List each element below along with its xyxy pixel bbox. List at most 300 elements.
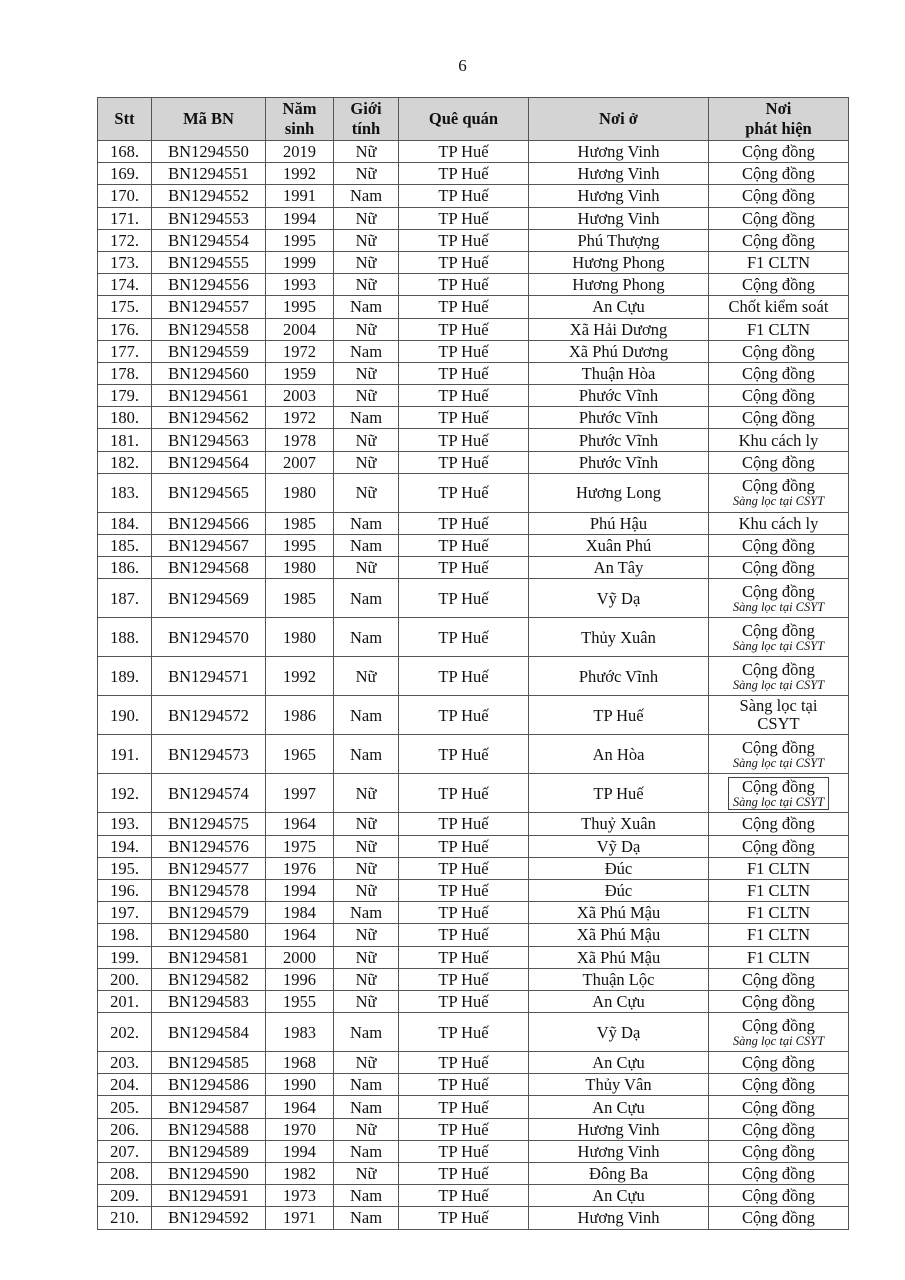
cell-nam-sinh: 1972: [266, 340, 334, 362]
cell-ma-bn: BN1294559: [152, 340, 266, 362]
cell-noi-o: An Cựu: [529, 1185, 709, 1207]
cell-gioi-tinh: Nam: [334, 512, 399, 534]
table-row: [98, 1207, 849, 1229]
cell-noi-phat-hien: Cộng đồng: [709, 185, 849, 207]
cell-nam-sinh: 1999: [266, 251, 334, 273]
cell-gioi-tinh: Nam: [334, 185, 399, 207]
table-row: [98, 163, 849, 185]
table-row: [98, 473, 849, 512]
cell-noi-o: Xã Phú Mậu: [529, 946, 709, 968]
cell-ma-bn: BN1294560: [152, 362, 266, 384]
cell-stt: 207.: [98, 1140, 152, 1162]
cell-noi-phat-hien: Chốt kiểm soát: [709, 296, 849, 318]
cell-que-quan: TP Huế: [399, 512, 529, 534]
cell-nam-sinh: 1955: [266, 990, 334, 1012]
cell-que-quan: TP Huế: [399, 1118, 529, 1140]
cell-noi-o: Phú Hậu: [529, 512, 709, 534]
cell-gioi-tinh: Nữ: [334, 1163, 399, 1185]
cell-noi-phat-hien: Cộng đồng: [709, 1118, 849, 1140]
cell-stt: 203.: [98, 1052, 152, 1074]
cell-ma-bn: BN1294575: [152, 813, 266, 835]
cell-gioi-tinh: Nam: [334, 618, 399, 657]
cell-noi-phat-hien: Cộng đồng: [709, 1185, 849, 1207]
cell-gioi-tinh: Nữ: [334, 318, 399, 340]
cell-stt: 187.: [98, 579, 152, 618]
cell-stt: 185.: [98, 535, 152, 557]
cell-nam-sinh: 1976: [266, 857, 334, 879]
patient-table: [97, 97, 849, 1230]
cell-noi-phat-hien: [709, 1013, 849, 1052]
cell-nam-sinh: 1985: [266, 512, 334, 534]
table-row: [98, 362, 849, 384]
table-row: [98, 835, 849, 857]
cell-nam-sinh: 1985: [266, 579, 334, 618]
cell-ma-bn: BN1294583: [152, 990, 266, 1012]
cell-noi-phat-hien: Cộng đồng: [709, 1052, 849, 1074]
cell-que-quan: TP Huế: [399, 296, 529, 318]
table-row: [98, 879, 849, 901]
cell-noi-o: Thuỷ Xuân: [529, 813, 709, 835]
cell-stt: 206.: [98, 1118, 152, 1140]
cell-stt: 200.: [98, 968, 152, 990]
cell-gioi-tinh: Nữ: [334, 429, 399, 451]
cell-nam-sinh: 1991: [266, 185, 334, 207]
cell-stt: 183.: [98, 473, 152, 512]
cell-noi-phat-hien: Cộng đồng: [709, 385, 849, 407]
table-row: [98, 296, 849, 318]
cell-gioi-tinh: Nữ: [334, 274, 399, 296]
cell-noi-phat-hien: F1 CLTN: [709, 924, 849, 946]
cell-stt: 190.: [98, 696, 152, 735]
table-row: [98, 251, 849, 273]
cell-noi-o: Phước Vĩnh: [529, 407, 709, 429]
cell-que-quan: TP Huế: [399, 1074, 529, 1096]
cell-noi-phat-hien: Cộng đồng: [709, 1096, 849, 1118]
cell-noi-phat-hien: Cộng đồng: [709, 1140, 849, 1162]
cell-stt: 201.: [98, 990, 152, 1012]
cell-noi-phat-hien: F1 CLTN: [709, 318, 849, 340]
cell-nam-sinh: 1994: [266, 879, 334, 901]
table-row: [98, 1052, 849, 1074]
cell-que-quan: TP Huế: [399, 857, 529, 879]
cell-que-quan: TP Huế: [399, 1096, 529, 1118]
cell-stt: 210.: [98, 1207, 152, 1229]
cell-que-quan: TP Huế: [399, 579, 529, 618]
cell-ma-bn: BN1294580: [152, 924, 266, 946]
cell-gioi-tinh: Nữ: [334, 229, 399, 251]
cell-noi-o: TP Huế: [529, 696, 709, 735]
cell-nam-sinh: 1980: [266, 557, 334, 579]
cell-gioi-tinh: Nữ: [334, 141, 399, 163]
cell-ma-bn: BN1294571: [152, 657, 266, 696]
cell-stt: 194.: [98, 835, 152, 857]
cell-que-quan: TP Huế: [399, 924, 529, 946]
detection-source: Cộng đồng: [742, 659, 815, 679]
cell-que-quan: TP Huế: [399, 557, 529, 579]
table-row: [98, 813, 849, 835]
table-row: [98, 512, 849, 534]
detection-note: Sàng lọc tại CSYT: [732, 677, 825, 692]
cell-ma-bn: BN1294574: [152, 774, 266, 813]
cell-gioi-tinh: Nữ: [334, 990, 399, 1012]
cell-nam-sinh: 1970: [266, 1118, 334, 1140]
table-row: [98, 902, 849, 924]
cell-ma-bn: BN1294584: [152, 1013, 266, 1052]
cell-stt: 192.: [98, 774, 152, 813]
cell-nam-sinh: 2000: [266, 946, 334, 968]
cell-que-quan: TP Huế: [399, 1185, 529, 1207]
table-row: [98, 340, 849, 362]
cell-noi-o: Hương Vinh: [529, 1140, 709, 1162]
cell-noi-phat-hien: Cộng đồng: [709, 229, 849, 251]
cell-nam-sinh: 1964: [266, 1096, 334, 1118]
table-row: [98, 1185, 849, 1207]
table-row: [98, 535, 849, 557]
cell-noi-phat-hien: F1 CLTN: [709, 879, 849, 901]
cell-gioi-tinh: Nam: [334, 696, 399, 735]
cell-stt: 174.: [98, 274, 152, 296]
table-row: [98, 385, 849, 407]
cell-que-quan: TP Huế: [399, 451, 529, 473]
cell-gioi-tinh: Nữ: [334, 657, 399, 696]
cell-noi-phat-hien: Khu cách ly: [709, 512, 849, 534]
cell-noi-o: An Cựu: [529, 990, 709, 1012]
cell-noi-o: Hương Phong: [529, 251, 709, 273]
cell-stt: 199.: [98, 946, 152, 968]
cell-gioi-tinh: Nữ: [334, 968, 399, 990]
cell-gioi-tinh: Nữ: [334, 879, 399, 901]
cell-stt: 169.: [98, 163, 152, 185]
cell-que-quan: TP Huế: [399, 968, 529, 990]
cell-gioi-tinh: Nữ: [334, 774, 399, 813]
cell-nam-sinh: 1980: [266, 473, 334, 512]
cell-que-quan: TP Huế: [399, 1013, 529, 1052]
cell-noi-o: An Hòa: [529, 735, 709, 774]
cell-que-quan: TP Huế: [399, 185, 529, 207]
cell-noi-o: An Cựu: [529, 296, 709, 318]
cell-nam-sinh: 1994: [266, 1140, 334, 1162]
table-row: [98, 229, 849, 251]
cell-gioi-tinh: Nam: [334, 1074, 399, 1096]
cell-gioi-tinh: Nữ: [334, 1052, 399, 1074]
table-row: [98, 1140, 849, 1162]
cell-noi-o: Hương Vinh: [529, 1207, 709, 1229]
cell-nam-sinh: 1973: [266, 1185, 334, 1207]
cell-que-quan: TP Huế: [399, 696, 529, 735]
cell-noi-phat-hien: Cộng đồng: [709, 968, 849, 990]
cell-noi-o: Xã Phú Mậu: [529, 924, 709, 946]
table-row: [98, 318, 849, 340]
cell-noi-o: Hương Vinh: [529, 185, 709, 207]
header-gioi-tinh-line1: Giới: [350, 99, 382, 118]
cell-noi-o: Thuận Hòa: [529, 362, 709, 384]
cell-gioi-tinh: Nữ: [334, 473, 399, 512]
cell-que-quan: TP Huế: [399, 1052, 529, 1074]
cell-gioi-tinh: Nữ: [334, 163, 399, 185]
cell-noi-phat-hien: Cộng đồng: [709, 451, 849, 473]
table-row: [98, 857, 849, 879]
table-row: [98, 1013, 849, 1052]
cell-noi-phat-hien: Cộng đồng: [709, 557, 849, 579]
cell-stt: 193.: [98, 813, 152, 835]
cell-gioi-tinh: Nữ: [334, 251, 399, 273]
cell-ma-bn: BN1294550: [152, 141, 266, 163]
cell-nam-sinh: 1990: [266, 1074, 334, 1096]
cell-nam-sinh: 1975: [266, 835, 334, 857]
table-row: [98, 141, 849, 163]
cell-ma-bn: BN1294557: [152, 296, 266, 318]
cell-ma-bn: BN1294579: [152, 902, 266, 924]
cell-gioi-tinh: Nữ: [334, 857, 399, 879]
detection-note: Sàng lọc tại CSYT: [732, 494, 825, 509]
table-row: [98, 618, 849, 657]
cell-nam-sinh: 2019: [266, 141, 334, 163]
detection-note: Sàng lọc tại CSYT: [732, 794, 825, 809]
cell-ma-bn: BN1294586: [152, 1074, 266, 1096]
cell-noi-o: Vỹ Dạ: [529, 579, 709, 618]
detection-note: Sàng lọc tại CSYT: [732, 1033, 825, 1048]
cell-noi-o: Xuân Phú: [529, 535, 709, 557]
cell-noi-phat-hien: [709, 473, 849, 512]
cell-noi-phat-hien: Cộng đồng: [709, 407, 849, 429]
cell-noi-o: Thuận Lộc: [529, 968, 709, 990]
cell-ma-bn: BN1294568: [152, 557, 266, 579]
cell-ma-bn: BN1294578: [152, 879, 266, 901]
cell-nam-sinh: 1995: [266, 296, 334, 318]
cell-stt: 175.: [98, 296, 152, 318]
cell-stt: 184.: [98, 512, 152, 534]
cell-que-quan: TP Huế: [399, 251, 529, 273]
cell-ma-bn: BN1294590: [152, 1163, 266, 1185]
cell-nam-sinh: 1965: [266, 735, 334, 774]
cell-noi-phat-hien: Khu cách ly: [709, 429, 849, 451]
cell-stt: 191.: [98, 735, 152, 774]
cell-gioi-tinh: Nam: [334, 296, 399, 318]
cell-noi-phat-hien: Cộng đồng: [709, 813, 849, 835]
cell-stt: 173.: [98, 251, 152, 273]
cell-noi-o: Hương Vinh: [529, 163, 709, 185]
table-row: [98, 735, 849, 774]
header-noi-o: Nơi ở: [529, 98, 709, 141]
cell-noi-phat-hien: Cộng đồng: [709, 163, 849, 185]
cell-nam-sinh: 1992: [266, 163, 334, 185]
header-noi-phat-hien-line2: phát hiện: [745, 119, 812, 138]
cell-que-quan: TP Huế: [399, 429, 529, 451]
table-row: [98, 185, 849, 207]
cell-stt: 188.: [98, 618, 152, 657]
cell-ma-bn: BN1294587: [152, 1096, 266, 1118]
cell-ma-bn: BN1294572: [152, 696, 266, 735]
header-ma-bn: Mã BN: [152, 98, 266, 141]
cell-ma-bn: BN1294582: [152, 968, 266, 990]
cell-que-quan: TP Huế: [399, 1207, 529, 1229]
cell-ma-bn: BN1294562: [152, 407, 266, 429]
cell-stt: 198.: [98, 924, 152, 946]
cell-gioi-tinh: Nữ: [334, 813, 399, 835]
cell-noi-o: Phước Vĩnh: [529, 657, 709, 696]
cell-gioi-tinh: Nam: [334, 902, 399, 924]
cell-noi-phat-hien: [709, 735, 849, 774]
cell-gioi-tinh: Nam: [334, 579, 399, 618]
cell-que-quan: TP Huế: [399, 274, 529, 296]
cell-stt: 168.: [98, 141, 152, 163]
table-row: [98, 990, 849, 1012]
cell-gioi-tinh: Nữ: [334, 451, 399, 473]
cell-stt: 172.: [98, 229, 152, 251]
detection-note: Sàng lọc tại CSYT: [732, 638, 825, 653]
cell-noi-phat-hien: [709, 774, 849, 813]
cell-que-quan: TP Huế: [399, 340, 529, 362]
table-row: [98, 1096, 849, 1118]
cell-stt: 180.: [98, 407, 152, 429]
cell-noi-phat-hien: Cộng đồng: [709, 1074, 849, 1096]
detection-source: Cộng đồng: [742, 776, 815, 796]
cell-noi-phat-hien: [709, 696, 849, 735]
cell-gioi-tinh: Nữ: [334, 207, 399, 229]
cell-noi-phat-hien: Cộng đồng: [709, 207, 849, 229]
cell-stt: 170.: [98, 185, 152, 207]
cell-noi-o: Đúc: [529, 879, 709, 901]
cell-que-quan: TP Huế: [399, 618, 529, 657]
cell-nam-sinh: 1964: [266, 924, 334, 946]
table-row: [98, 1118, 849, 1140]
detection-group: [711, 583, 846, 614]
cell-nam-sinh: 1992: [266, 657, 334, 696]
cell-ma-bn: BN1294585: [152, 1052, 266, 1074]
cell-ma-bn: BN1294577: [152, 857, 266, 879]
cell-noi-o: Xã Phú Dương: [529, 340, 709, 362]
cell-nam-sinh: 1968: [266, 1052, 334, 1074]
cell-noi-o: Xã Hải Dương: [529, 318, 709, 340]
header-gioi-tinh: [334, 98, 399, 141]
detection-group: [711, 739, 846, 770]
cell-noi-o: Vỹ Dạ: [529, 1013, 709, 1052]
detection-source: Cộng đồng: [742, 737, 815, 757]
cell-noi-o: An Cựu: [529, 1052, 709, 1074]
cell-gioi-tinh: Nam: [334, 1013, 399, 1052]
cell-ma-bn: BN1294569: [152, 579, 266, 618]
header-nam-sinh: [266, 98, 334, 141]
cell-nam-sinh: 1982: [266, 1163, 334, 1185]
cell-que-quan: TP Huế: [399, 207, 529, 229]
detection-group: [711, 1017, 846, 1048]
cell-ma-bn: BN1294552: [152, 185, 266, 207]
cell-gioi-tinh: Nữ: [334, 946, 399, 968]
table-row: [98, 451, 849, 473]
cell-ma-bn: BN1294565: [152, 473, 266, 512]
cell-stt: 208.: [98, 1163, 152, 1185]
cell-stt: 177.: [98, 340, 152, 362]
header-nam-sinh-line2: sinh: [284, 119, 315, 138]
header-que-quan: Quê quán: [399, 98, 529, 141]
table-row: [98, 696, 849, 735]
cell-que-quan: TP Huế: [399, 835, 529, 857]
cell-ma-bn: BN1294567: [152, 535, 266, 557]
cell-que-quan: TP Huế: [399, 1163, 529, 1185]
cell-gioi-tinh: Nữ: [334, 924, 399, 946]
cell-gioi-tinh: Nam: [334, 1207, 399, 1229]
cell-ma-bn: BN1294563: [152, 429, 266, 451]
cell-stt: 182.: [98, 451, 152, 473]
table-row: [98, 207, 849, 229]
cell-noi-phat-hien: Cộng đồng: [709, 274, 849, 296]
table-row: [98, 1074, 849, 1096]
cell-nam-sinh: 2004: [266, 318, 334, 340]
cell-que-quan: TP Huế: [399, 1140, 529, 1162]
table-row: [98, 429, 849, 451]
cell-noi-o: Thủy Vân: [529, 1074, 709, 1096]
cell-nam-sinh: 1980: [266, 618, 334, 657]
cell-que-quan: TP Huế: [399, 902, 529, 924]
table-row: [98, 1163, 849, 1185]
cell-noi-phat-hien: Cộng đồng: [709, 362, 849, 384]
cell-noi-phat-hien: [709, 657, 849, 696]
cell-noi-o: Phước Vĩnh: [529, 451, 709, 473]
detection-source: Cộng đồng: [742, 581, 815, 601]
table-body: [98, 141, 849, 1230]
header-stt: Stt: [98, 98, 152, 141]
header-noi-phat-hien-line1: Nơi: [765, 99, 792, 118]
cell-noi-phat-hien: Cộng đồng: [709, 535, 849, 557]
cell-noi-phat-hien: [709, 579, 849, 618]
cell-que-quan: TP Huế: [399, 141, 529, 163]
cell-noi-o: Hương Phong: [529, 274, 709, 296]
cell-gioi-tinh: Nam: [334, 340, 399, 362]
cell-gioi-tinh: Nam: [334, 1096, 399, 1118]
cell-que-quan: TP Huế: [399, 535, 529, 557]
cell-nam-sinh: 1971: [266, 1207, 334, 1229]
cell-gioi-tinh: Nam: [334, 1185, 399, 1207]
cell-noi-phat-hien: Cộng đồng: [709, 1163, 849, 1185]
detection-source: Cộng đồng: [742, 620, 815, 640]
cell-noi-phat-hien: F1 CLTN: [709, 902, 849, 924]
cell-nam-sinh: 1986: [266, 696, 334, 735]
cell-que-quan: TP Huế: [399, 163, 529, 185]
header-gioi-tinh-line2: tính: [351, 119, 381, 138]
cell-ma-bn: BN1294564: [152, 451, 266, 473]
cell-que-quan: TP Huế: [399, 990, 529, 1012]
cell-ma-bn: BN1294592: [152, 1207, 266, 1229]
cell-noi-o: Xã Phú Mậu: [529, 902, 709, 924]
cell-ma-bn: BN1294589: [152, 1140, 266, 1162]
cell-noi-phat-hien: F1 CLTN: [709, 946, 849, 968]
cell-stt: 209.: [98, 1185, 152, 1207]
cell-noi-o: Đông Ba: [529, 1163, 709, 1185]
cell-nam-sinh: 1984: [266, 902, 334, 924]
cell-noi-o: Vỹ Dạ: [529, 835, 709, 857]
detection-group: [711, 661, 846, 692]
cell-stt: 204.: [98, 1074, 152, 1096]
cell-noi-phat-hien: F1 CLTN: [709, 857, 849, 879]
cell-que-quan: TP Huế: [399, 473, 529, 512]
detection-source: Sàng lọc tại: [739, 696, 818, 716]
cell-noi-o: Hương Vinh: [529, 141, 709, 163]
cell-nam-sinh: 1995: [266, 229, 334, 251]
detection-group: [711, 477, 846, 508]
detection-group: [728, 777, 829, 810]
detection-group: [711, 622, 846, 653]
cell-stt: 176.: [98, 318, 152, 340]
cell-stt: 181.: [98, 429, 152, 451]
cell-noi-phat-hien: Cộng đồng: [709, 990, 849, 1012]
cell-noi-o: Đúc: [529, 857, 709, 879]
detection-note: CSYT: [757, 714, 800, 734]
cell-stt: 179.: [98, 385, 152, 407]
cell-noi-o: Phước Vĩnh: [529, 385, 709, 407]
header-nam-sinh-line1: Năm: [282, 99, 317, 118]
detection-note: Sàng lọc tại CSYT: [732, 755, 825, 770]
cell-stt: 171.: [98, 207, 152, 229]
